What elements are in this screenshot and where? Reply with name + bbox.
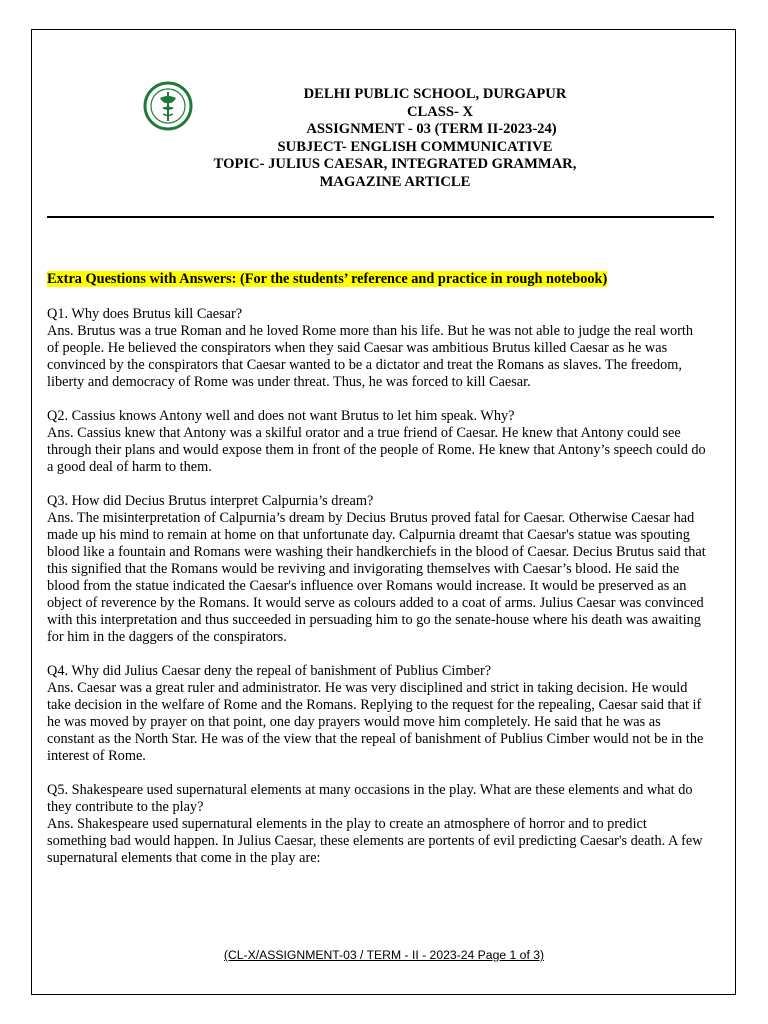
intro-highlight: Extra Questions with Answers: (For the students’ reference and practice in rough notebook)	[47, 271, 608, 287]
intro-line	[47, 271, 707, 288]
header-divider	[47, 216, 714, 218]
qa-block-4	[47, 663, 707, 765]
document-header	[150, 86, 640, 191]
footer-text: (CL-X/ASSIGNMENT-03 / TERM - II - 2023-24 Page 1 of 3)	[223, 948, 545, 962]
subject-label: SUBJECT- ENGLISH COMMUNICATIVE	[277, 138, 553, 155]
question-text: Q1. Why does Brutus kill Caesar?	[47, 306, 243, 322]
answer-text: Ans. Brutus was a true Roman and he loved Rome more than his life. But he was not able to judge the real worth of people. He believed the conspirators when they said Caesar was ambitious Brutus killed Caesar as he was convinced by the conspirators that Caesar wanted to be a dictator and treat the Romans as slaves. The freedom, liberty and democracy of Rome was under threat. Thus, he was forced to kill Caesar.	[47, 323, 693, 390]
question-text: Q2. Cassius knows Antony well and does not want Brutus to let him speak. Why?	[47, 408, 515, 424]
topic-label: TOPIC- JULIUS CAESAR, INTEGRATED GRAMMAR,	[213, 156, 577, 172]
qa-block-5	[47, 782, 707, 867]
question-text: Q5. Shakespeare used supernatural elements at many occasions in the play. What are these elements and what do they contribute to the play?	[47, 782, 693, 815]
answer-text: Ans. Cassius knew that Antony was a skilful orator and a true friend of Caesar. He knew that Antony could see through their plans and would expose them in front of the people of Rome. He knew that Antony’s speech could do a good deal of harm to them.	[47, 425, 706, 475]
class-label: CLASS- X	[406, 103, 474, 120]
qa-block-3	[47, 493, 707, 646]
answer-text: Ans. Caesar was a great ruler and administrator. He was very disciplined and strict in taking decision. He would take decision in the welfare of Rome and the Romans. Replying to the request for the repealing, Caesar said that if he was moved by prayer on that point, one day prayers would move him completely. He said that he was as constant as the North Star. He was of the view that the repeal of banishment of Publius Cimber would not be in the interest of Rome.	[47, 680, 704, 764]
assignment-label: ASSIGNMENT - 03 (TERM II-2023-24)	[306, 121, 557, 137]
question-text: Q4. Why did Julius Caesar deny the repeal of banishment of Publius Cimber?	[47, 663, 492, 679]
topic-continuation: MAGAZINE ARTICLE	[319, 173, 471, 190]
page-footer	[0, 948, 768, 962]
assignment-content	[47, 271, 707, 884]
question-text: Q3. How did Decius Brutus interpret Calpurnia’s dream?	[47, 493, 374, 509]
qa-block-2	[47, 408, 707, 476]
answer-text: Ans. Shakespeare used supernatural elements in the play to create an atmosphere of horror and to predict something bad would happen. In Julius Caesar, these elements are portents of evil predicting Caesar's death. A few supernatural elements that come in the play are:	[47, 816, 703, 866]
answer-text: Ans. The misinterpretation of Calpurnia’s dream by Decius Brutus proved fatal for Caesar. Otherwise Caesar had made up his mind to remain at home on that unfortunate day. Calpurnia dreamt that Caesar's statue was spouting blood like a fountain and Romans were washing their handkerchiefs in the blood of Caesar. Decius Brutus said that this signified that the Romans would be reviving and invigorating themselves with Caesar’s blood. He said the blood from the statue indicated the Caesar's influence over Romans would increase. It would be preserved as an object of reverence by the Romans. It would serve as colours added to a coat of arms. Julius Caesar was convinced with this interpretation and thus succeeded in persuading him to go the senate-house where his death was awaiting for him in the daggers of the conspirators.	[47, 510, 706, 645]
qa-block-1	[47, 306, 707, 391]
school-name: DELHI PUBLIC SCHOOL, DURGAPUR	[303, 86, 567, 102]
